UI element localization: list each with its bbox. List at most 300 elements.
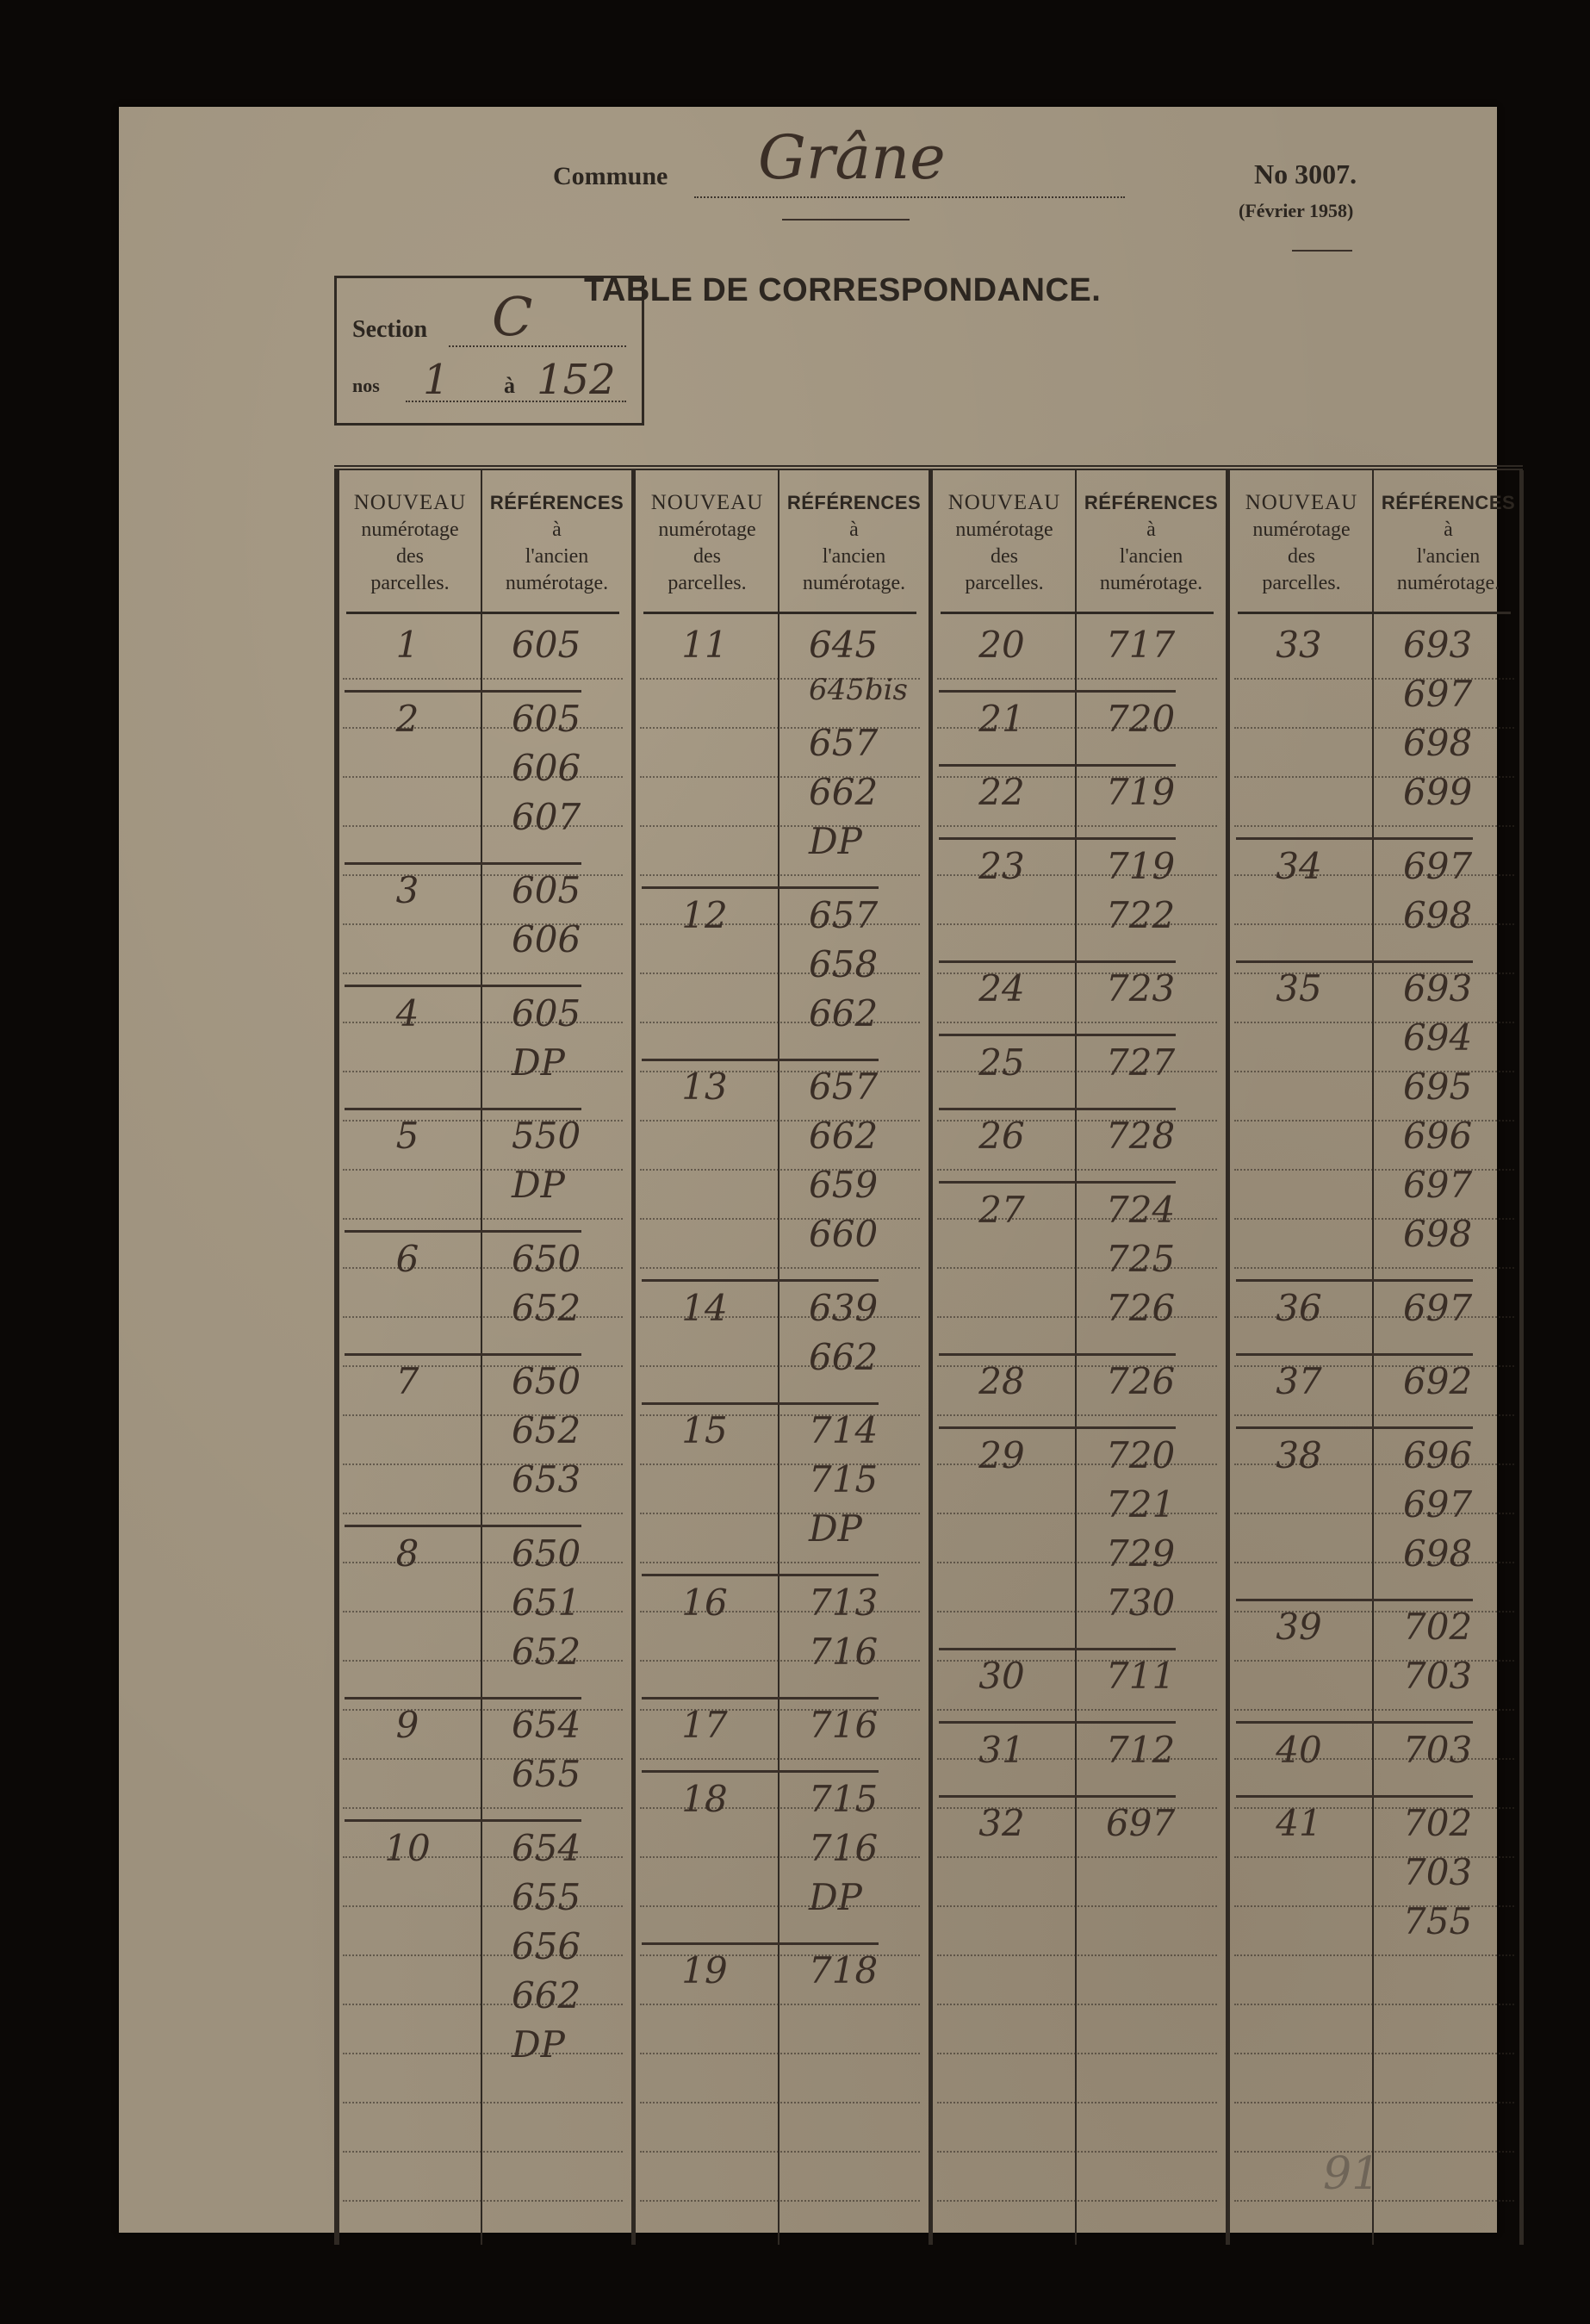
entry-separator bbox=[939, 764, 1176, 767]
old-reference: 728 bbox=[1106, 1115, 1176, 1157]
row-dotline bbox=[343, 776, 623, 778]
row-dotline bbox=[343, 2151, 623, 2153]
entry-separator bbox=[939, 1034, 1176, 1036]
row-dotline bbox=[1234, 1562, 1514, 1563]
new-parcel-number: 9 bbox=[395, 1704, 419, 1746]
new-parcel-number: 19 bbox=[681, 1949, 728, 1992]
old-reference: 605 bbox=[512, 697, 581, 740]
new-parcel-number: 13 bbox=[681, 1066, 728, 1108]
column-divider bbox=[778, 470, 779, 2245]
row-dotline bbox=[343, 1071, 623, 1072]
header-line: numérotage. bbox=[505, 572, 609, 594]
group-divider bbox=[334, 470, 339, 2245]
header-line: parcelles. bbox=[965, 572, 1044, 594]
row-dotline bbox=[937, 825, 1217, 827]
old-reference: 550 bbox=[512, 1115, 581, 1157]
row-dotline bbox=[937, 923, 1217, 925]
entry-separator bbox=[345, 1230, 581, 1233]
header-line: numérotage bbox=[361, 519, 459, 541]
old-reference: 720 bbox=[1106, 1433, 1176, 1476]
old-reference: 696 bbox=[1403, 1115, 1473, 1157]
row-dotline bbox=[640, 1365, 920, 1367]
old-reference: 719 bbox=[1106, 771, 1176, 813]
a-label: à bbox=[504, 373, 515, 398]
old-reference: 719 bbox=[1106, 844, 1176, 887]
entry-separator bbox=[1236, 1795, 1473, 1798]
entry-separator bbox=[1236, 1721, 1473, 1724]
new-parcel-number: 10 bbox=[384, 1826, 431, 1869]
old-reference: 657 bbox=[809, 893, 879, 936]
row-dotline bbox=[640, 727, 920, 729]
old-reference: 717 bbox=[1106, 624, 1176, 666]
old-reference: 716 bbox=[809, 1630, 879, 1673]
entry-separator bbox=[345, 862, 581, 865]
header-references bbox=[482, 489, 631, 597]
form-date: (Février 1958) bbox=[1239, 200, 1354, 221]
section-dotline bbox=[449, 345, 626, 347]
old-reference: 698 bbox=[1403, 1532, 1473, 1575]
commune-label: Commune bbox=[553, 162, 668, 190]
row-dotline bbox=[343, 1218, 623, 1220]
row-dotline bbox=[1234, 1954, 1514, 1956]
header-line: l'ancien bbox=[1119, 545, 1183, 568]
old-reference: 697 bbox=[1403, 1482, 1473, 1526]
old-reference: 662 bbox=[809, 991, 879, 1035]
old-reference: 693 bbox=[1403, 967, 1473, 1010]
header-line: NOUVEAU bbox=[1245, 491, 1358, 514]
row-dotline bbox=[937, 2102, 1217, 2103]
row-dotline bbox=[937, 2151, 1217, 2153]
old-reference: 712 bbox=[1106, 1728, 1176, 1771]
entry-separator bbox=[345, 1353, 581, 1356]
row-dotline bbox=[937, 1709, 1217, 1711]
header-references bbox=[1374, 489, 1523, 597]
new-parcel-number: 23 bbox=[978, 844, 1025, 887]
row-dotline bbox=[343, 1513, 623, 1514]
new-parcel-number: 22 bbox=[978, 771, 1025, 813]
row-dotline bbox=[1234, 727, 1514, 729]
entry-separator bbox=[345, 1525, 581, 1527]
header-references bbox=[779, 489, 929, 597]
row-dotline bbox=[1234, 923, 1514, 925]
entry-separator bbox=[642, 886, 879, 889]
new-parcel-number: 29 bbox=[978, 1433, 1025, 1476]
header-line: l'ancien bbox=[822, 545, 886, 568]
commune-underline bbox=[782, 219, 910, 221]
entry-separator bbox=[642, 1574, 879, 1576]
row-dotline bbox=[343, 1611, 623, 1613]
row-dotline bbox=[937, 1954, 1217, 1956]
row-dotline bbox=[640, 825, 920, 827]
row-dotline bbox=[937, 1169, 1217, 1171]
old-reference: 645 bbox=[809, 624, 879, 666]
new-parcel-number: 3 bbox=[395, 869, 419, 911]
new-parcel-number: 33 bbox=[1276, 624, 1322, 666]
old-reference: 714 bbox=[809, 1409, 879, 1451]
old-reference: 703 bbox=[1403, 1851, 1473, 1893]
new-parcel-number: 7 bbox=[395, 1360, 419, 1402]
table-right-border bbox=[1519, 470, 1524, 2245]
new-parcel-number: 37 bbox=[1276, 1360, 1322, 1402]
old-reference: 723 bbox=[1106, 967, 1176, 1010]
row-dotline bbox=[1234, 2004, 1514, 2005]
row-dotline bbox=[1234, 678, 1514, 680]
old-reference: 651 bbox=[512, 1581, 581, 1624]
row-dotline bbox=[343, 2200, 623, 2202]
old-reference: 715 bbox=[809, 1777, 879, 1820]
row-dotline bbox=[1234, 1513, 1514, 1514]
new-parcel-number: 28 bbox=[978, 1360, 1025, 1402]
row-dotline bbox=[640, 2053, 920, 2054]
old-reference: 606 bbox=[512, 746, 581, 789]
header-new-number bbox=[339, 489, 481, 597]
entry-separator bbox=[939, 960, 1176, 963]
header-line: RÉFÉRENCES bbox=[1381, 492, 1516, 513]
header-line: numérotage. bbox=[1099, 572, 1203, 594]
row-dotline bbox=[1234, 1660, 1514, 1662]
row-dotline bbox=[1234, 1218, 1514, 1220]
entry-separator bbox=[642, 1402, 879, 1405]
row-dotline bbox=[1234, 2200, 1514, 2202]
document-card bbox=[119, 107, 1516, 2233]
entry-separator bbox=[642, 1697, 879, 1700]
old-reference: 662 bbox=[809, 1335, 879, 1378]
old-reference: 718 bbox=[809, 1949, 879, 1992]
entry-separator bbox=[939, 1108, 1176, 1110]
old-reference: DP bbox=[512, 1164, 565, 1206]
entry-separator bbox=[642, 1942, 879, 1945]
old-reference: 653 bbox=[512, 1458, 581, 1501]
row-dotline bbox=[1234, 1022, 1514, 1023]
entry-separator bbox=[939, 1795, 1176, 1798]
old-reference: 703 bbox=[1403, 1655, 1473, 1697]
entry-separator bbox=[1236, 837, 1473, 840]
column-divider bbox=[1075, 470, 1077, 2245]
row-dotline bbox=[937, 1905, 1217, 1907]
number-rule bbox=[1292, 250, 1352, 252]
new-parcel-number: 31 bbox=[978, 1728, 1025, 1771]
header-line: numérotage bbox=[658, 519, 756, 541]
row-dotline bbox=[937, 1022, 1217, 1023]
old-reference: 659 bbox=[809, 1164, 879, 1206]
new-parcel-number: 1 bbox=[395, 624, 419, 666]
old-reference: 730 bbox=[1106, 1581, 1176, 1624]
row-dotline bbox=[937, 1267, 1217, 1269]
new-parcel-number: 24 bbox=[978, 967, 1025, 1010]
old-reference: 697 bbox=[1403, 844, 1473, 887]
old-reference: 729 bbox=[1106, 1532, 1176, 1575]
commune-dotline bbox=[694, 196, 1125, 198]
new-parcel-number: 25 bbox=[978, 1041, 1025, 1084]
header-new-number bbox=[1231, 489, 1372, 597]
header-line: parcelles. bbox=[668, 572, 747, 594]
old-reference: 660 bbox=[809, 1213, 879, 1255]
row-dotline bbox=[937, 678, 1217, 680]
new-parcel-number: 6 bbox=[395, 1237, 419, 1280]
new-parcel-number: 5 bbox=[395, 1115, 419, 1157]
old-reference: 697 bbox=[1403, 1164, 1473, 1206]
old-reference: 726 bbox=[1106, 1360, 1176, 1402]
nos-to: 152 bbox=[537, 356, 616, 404]
old-reference: 652 bbox=[512, 1286, 581, 1329]
old-reference: DP bbox=[809, 1875, 862, 1918]
new-parcel-number: 18 bbox=[681, 1777, 728, 1820]
old-reference: 702 bbox=[1403, 1606, 1473, 1648]
header-line: numérotage. bbox=[802, 572, 906, 594]
row-dotline bbox=[1234, 1905, 1514, 1907]
old-reference: 696 bbox=[1403, 1433, 1473, 1476]
entry-separator bbox=[1236, 1599, 1473, 1601]
old-reference: 645bis bbox=[809, 673, 908, 707]
old-reference: 697 bbox=[1106, 1802, 1176, 1844]
row-dotline bbox=[937, 2053, 1217, 2054]
entry-separator bbox=[642, 1770, 879, 1773]
old-reference: DP bbox=[809, 1507, 862, 1550]
header-rule bbox=[941, 612, 1214, 614]
header-line: RÉFÉRENCES bbox=[1084, 492, 1219, 513]
old-reference: DP bbox=[512, 1041, 565, 1084]
old-reference: 693 bbox=[1403, 624, 1473, 666]
header-line: RÉFÉRENCES bbox=[489, 492, 624, 513]
old-reference: 605 bbox=[512, 869, 581, 911]
row-dotline bbox=[937, 1562, 1217, 1563]
header-rule bbox=[1238, 612, 1511, 614]
old-reference: 698 bbox=[1403, 1213, 1473, 1255]
row-dotline bbox=[343, 1463, 623, 1465]
old-reference: DP bbox=[512, 2023, 565, 2066]
old-reference: 658 bbox=[809, 942, 879, 985]
header-line: numérotage. bbox=[1396, 572, 1500, 594]
old-reference: 703 bbox=[1403, 1728, 1473, 1771]
row-dotline bbox=[343, 972, 623, 974]
nos-label: nos bbox=[352, 375, 380, 396]
correspondence-table bbox=[334, 465, 1523, 2245]
row-dotline bbox=[937, 1611, 1217, 1613]
new-parcel-number: 30 bbox=[978, 1655, 1025, 1697]
group-divider bbox=[631, 470, 636, 2245]
old-reference: 720 bbox=[1106, 697, 1176, 740]
new-parcel-number: 27 bbox=[978, 1188, 1025, 1231]
new-parcel-number: 2 bbox=[395, 697, 419, 740]
entry-separator bbox=[939, 1721, 1176, 1724]
page-title: TABLE DE CORRESPONDANCE. bbox=[584, 272, 1102, 308]
column-divider bbox=[481, 470, 482, 2245]
header-new-number bbox=[934, 489, 1075, 597]
old-reference: 657 bbox=[809, 1066, 879, 1108]
old-reference: 698 bbox=[1403, 722, 1473, 764]
section-label: Section bbox=[352, 316, 428, 343]
header-new-number bbox=[637, 489, 778, 597]
entry-separator bbox=[939, 1648, 1176, 1650]
old-reference: 724 bbox=[1106, 1188, 1176, 1231]
header-line: NOUVEAU bbox=[353, 491, 467, 514]
old-reference: 715 bbox=[809, 1458, 879, 1501]
entry-separator bbox=[345, 1819, 581, 1822]
old-reference: 727 bbox=[1106, 1041, 1176, 1084]
old-reference: 662 bbox=[809, 1115, 879, 1157]
old-reference: 655 bbox=[512, 1753, 581, 1795]
row-dotline bbox=[343, 1954, 623, 1956]
new-parcel-number: 15 bbox=[681, 1409, 728, 1451]
row-dotline bbox=[640, 2004, 920, 2005]
row-dotline bbox=[640, 972, 920, 974]
page-number: 91 bbox=[1323, 2148, 1381, 2200]
old-reference: 755 bbox=[1403, 1900, 1473, 1942]
row-dotline bbox=[937, 1316, 1217, 1318]
row-dotline bbox=[937, 1513, 1217, 1514]
row-dotline bbox=[1234, 776, 1514, 778]
new-parcel-number: 17 bbox=[681, 1704, 728, 1746]
header-line: des bbox=[396, 545, 424, 568]
row-dotline bbox=[640, 1169, 920, 1171]
row-dotline bbox=[1234, 1169, 1514, 1171]
old-reference: 605 bbox=[512, 991, 581, 1035]
old-reference: 650 bbox=[512, 1237, 581, 1280]
entry-separator bbox=[939, 837, 1176, 840]
row-dotline bbox=[640, 1856, 920, 1858]
entry-separator bbox=[345, 1697, 581, 1700]
entry-separator bbox=[1236, 1353, 1473, 1356]
new-parcel-number: 41 bbox=[1276, 1802, 1322, 1844]
entry-separator bbox=[345, 690, 581, 693]
header-line: à bbox=[552, 519, 562, 541]
entry-separator bbox=[642, 1059, 879, 1061]
old-reference: 650 bbox=[512, 1360, 581, 1402]
old-reference: 654 bbox=[512, 1826, 581, 1869]
row-dotline bbox=[640, 1463, 920, 1465]
header-line: numérotage bbox=[955, 519, 1053, 541]
new-parcel-number: 16 bbox=[681, 1581, 728, 1624]
row-dotline bbox=[640, 874, 920, 876]
row-dotline bbox=[640, 1513, 920, 1514]
entry-separator bbox=[939, 1181, 1176, 1184]
row-dotline bbox=[1234, 1709, 1514, 1711]
old-reference: 662 bbox=[809, 771, 879, 813]
row-dotline bbox=[640, 1267, 920, 1269]
old-reference: 662 bbox=[512, 1973, 581, 2016]
row-dotline bbox=[343, 1316, 623, 1318]
row-dotline bbox=[1234, 2053, 1514, 2054]
form-number: No 3007. bbox=[1254, 158, 1357, 190]
old-reference: 698 bbox=[1403, 893, 1473, 936]
row-dotline bbox=[937, 2200, 1217, 2202]
row-dotline bbox=[1234, 1856, 1514, 1858]
old-reference: 639 bbox=[809, 1286, 879, 1329]
header-line: à bbox=[849, 519, 859, 541]
row-dotline bbox=[1234, 1120, 1514, 1122]
header-line: parcelles. bbox=[370, 572, 450, 594]
group-divider bbox=[1226, 470, 1230, 2245]
old-reference: 713 bbox=[809, 1581, 879, 1624]
row-dotline bbox=[640, 1120, 920, 1122]
new-parcel-number: 34 bbox=[1276, 844, 1322, 887]
old-reference: 652 bbox=[512, 1409, 581, 1451]
new-parcel-number: 40 bbox=[1276, 1728, 1322, 1771]
old-reference: 697 bbox=[1403, 1286, 1473, 1329]
row-dotline bbox=[1234, 1071, 1514, 1072]
old-reference: 605 bbox=[512, 624, 581, 666]
old-reference: 699 bbox=[1403, 771, 1473, 813]
section-value: C bbox=[492, 285, 533, 348]
header-line: NOUVEAU bbox=[947, 491, 1061, 514]
entry-separator bbox=[642, 1279, 879, 1282]
old-reference: 655 bbox=[512, 1875, 581, 1918]
nos-dotline bbox=[406, 401, 626, 402]
row-dotline bbox=[937, 1414, 1217, 1416]
row-dotline bbox=[640, 776, 920, 778]
new-parcel-number: 11 bbox=[681, 624, 728, 666]
old-reference: 656 bbox=[512, 1924, 581, 1967]
header-line: des bbox=[693, 545, 721, 568]
new-parcel-number: 26 bbox=[978, 1115, 1025, 1157]
new-parcel-number: 35 bbox=[1276, 967, 1322, 1010]
old-reference: 716 bbox=[809, 1826, 879, 1869]
header-rule bbox=[346, 612, 619, 614]
row-dotline bbox=[640, 1758, 920, 1760]
row-dotline bbox=[343, 2102, 623, 2103]
new-parcel-number: 36 bbox=[1276, 1286, 1322, 1329]
entry-separator bbox=[1236, 1279, 1473, 1282]
row-dotline bbox=[343, 678, 623, 680]
old-reference: 657 bbox=[809, 722, 879, 764]
new-parcel-number: 20 bbox=[978, 624, 1025, 666]
commune-value: Grâne bbox=[758, 122, 946, 193]
row-dotline bbox=[343, 1660, 623, 1662]
row-dotline bbox=[343, 1758, 623, 1760]
header-line: RÉFÉRENCES bbox=[786, 492, 922, 513]
old-reference: 607 bbox=[512, 795, 581, 838]
old-reference: 650 bbox=[512, 1532, 581, 1575]
row-dotline bbox=[1234, 1267, 1514, 1269]
row-dotline bbox=[1234, 1414, 1514, 1416]
old-reference: 694 bbox=[1403, 1016, 1473, 1059]
row-dotline bbox=[1234, 2102, 1514, 2103]
row-dotline bbox=[343, 2004, 623, 2005]
new-parcel-number: 14 bbox=[681, 1286, 728, 1329]
header-line: l'ancien bbox=[525, 545, 589, 568]
old-reference: 716 bbox=[809, 1704, 879, 1746]
group-divider bbox=[929, 470, 933, 2245]
new-parcel-number: 8 bbox=[395, 1532, 419, 1575]
header-line: numérotage bbox=[1252, 519, 1351, 541]
row-dotline bbox=[343, 1414, 623, 1416]
row-dotline bbox=[640, 2200, 920, 2202]
header-line: à bbox=[1444, 519, 1453, 541]
row-dotline bbox=[343, 2053, 623, 2054]
old-reference: 711 bbox=[1106, 1655, 1176, 1697]
header-line: l'ancien bbox=[1416, 545, 1481, 568]
row-dotline bbox=[640, 1905, 920, 1907]
new-parcel-number: 39 bbox=[1276, 1606, 1322, 1648]
entry-separator bbox=[1236, 960, 1473, 963]
old-reference: 606 bbox=[512, 918, 581, 960]
row-dotline bbox=[640, 2102, 920, 2103]
header-line: NOUVEAU bbox=[650, 491, 764, 514]
row-dotline bbox=[343, 923, 623, 925]
entry-separator bbox=[939, 1353, 1176, 1356]
nos-from: 1 bbox=[423, 356, 450, 404]
row-dotline bbox=[343, 1169, 623, 1171]
new-parcel-number: 4 bbox=[395, 991, 419, 1035]
old-reference: 695 bbox=[1403, 1066, 1473, 1108]
header-line: à bbox=[1146, 519, 1156, 541]
old-reference: 697 bbox=[1403, 673, 1473, 715]
entry-separator bbox=[939, 1426, 1176, 1429]
new-parcel-number: 12 bbox=[681, 893, 728, 936]
row-dotline bbox=[343, 1807, 623, 1809]
new-parcel-number: 38 bbox=[1276, 1433, 1322, 1476]
row-dotline bbox=[640, 1022, 920, 1023]
